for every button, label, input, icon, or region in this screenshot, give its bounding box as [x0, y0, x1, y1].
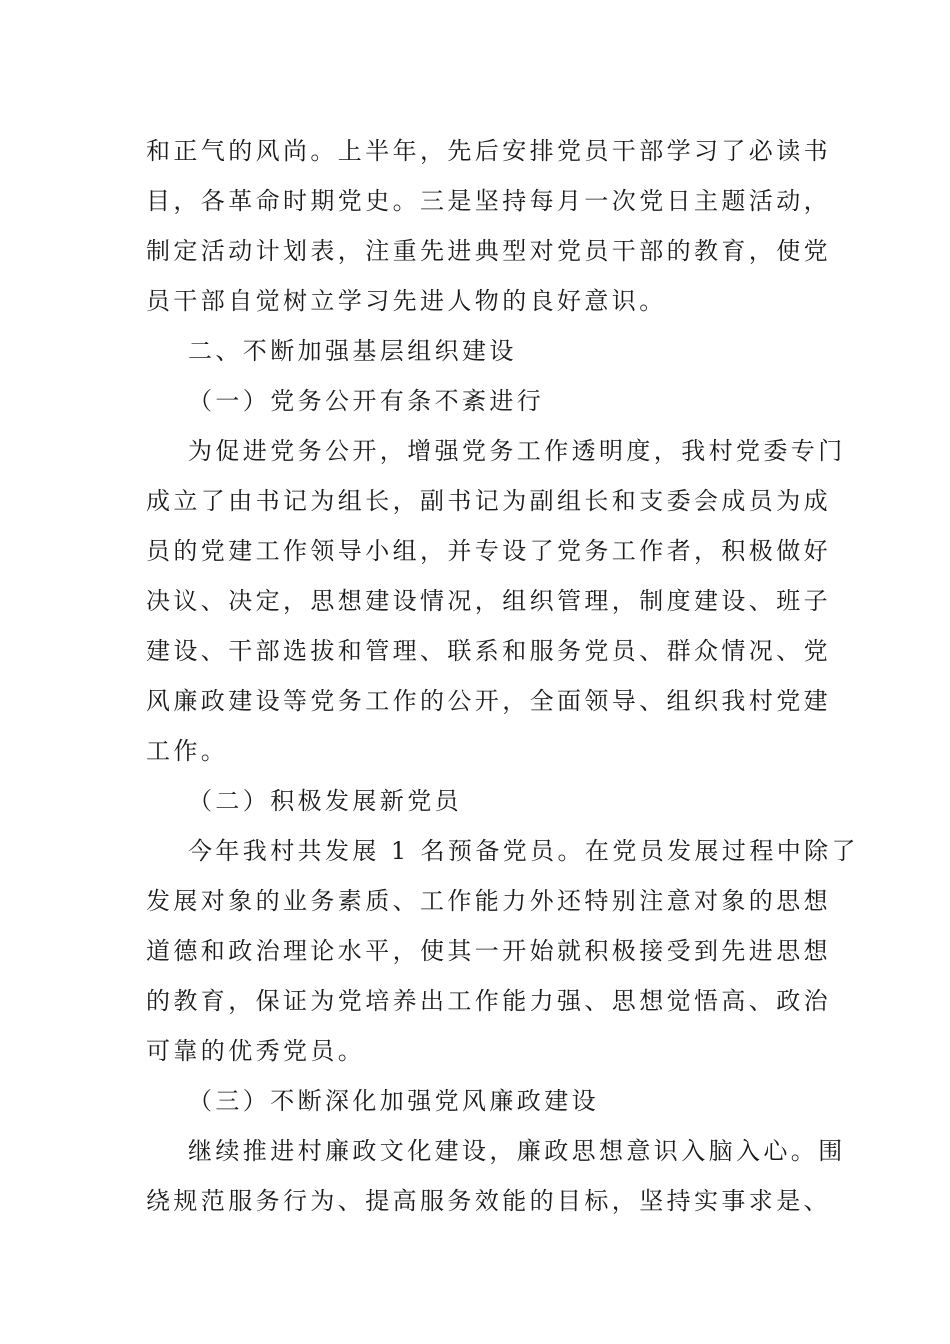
heading-text: （三）不断深化加强党风廉政建设 — [188, 1087, 599, 1115]
paragraph — [146, 126, 831, 326]
text-line: 道德和政治理论水平，使其一开始就积极接受到先进思想 — [146, 937, 831, 965]
text-line: 今年我村共发展 1 名预备党员。在党员发展过程中除了 — [188, 837, 859, 865]
section-heading — [146, 326, 806, 376]
paragraph — [146, 826, 859, 1076]
text-line: 绕规范服务行为、提高服务效能的目标，坚持实事求是、 — [146, 1187, 831, 1215]
paragraph — [146, 426, 846, 776]
text-line: 的教育，保证为党培养出工作能力强、思想觉悟高、政治 — [146, 987, 831, 1015]
text-line: 工作。 — [146, 737, 229, 765]
heading-text: （二）积极发展新党员 — [188, 787, 462, 815]
text-line: 可靠的优秀党员。 — [146, 1037, 366, 1065]
text-line: 风廉政建设等党务工作的公开，全面领导、组织我村党建 — [146, 687, 831, 715]
text-line: 员干部自觉树立学习先进人物的良好意识。 — [146, 287, 667, 315]
paragraph — [146, 1126, 846, 1226]
text-line: 继续推进村廉政文化建设，廉政思想意识入脑入心。围 — [188, 1137, 846, 1165]
subsection-heading — [146, 776, 806, 826]
text-line: 建设、干部选拔和管理、联系和服务党员、群众情况、党 — [146, 637, 831, 665]
text-line: 发展对象的业务素质、工作能力外还特别注意对象的思想 — [146, 887, 831, 915]
heading-text: 二、不断加强基层组织建设 — [188, 337, 517, 365]
text-line: 为促进党务公开，增强党务工作透明度，我村党委专门 — [188, 437, 846, 465]
subsection-heading — [146, 376, 806, 426]
text-line: 和正气的风尚。上半年，先后安排党员干部学习了必读书 — [146, 137, 831, 165]
document-body — [146, 126, 859, 1226]
text-line: 制定活动计划表，注重先进典型对党员干部的教育，使党 — [146, 237, 831, 265]
text-line: 决议、决定，思想建设情况，组织管理，制度建设、班子 — [146, 587, 831, 615]
subsection-heading — [146, 1076, 806, 1126]
text-line: 成立了由书记为组长，副书记为副组长和支委会成员为成 — [146, 487, 831, 515]
text-line: 员的党建工作领导小组，并专设了党务工作者，积极做好 — [146, 537, 831, 565]
text-line: 目，各革命时期党史。三是坚持每月一次党日主题活动， — [146, 187, 831, 215]
heading-text: （一）党务公开有条不紊进行 — [188, 387, 545, 415]
